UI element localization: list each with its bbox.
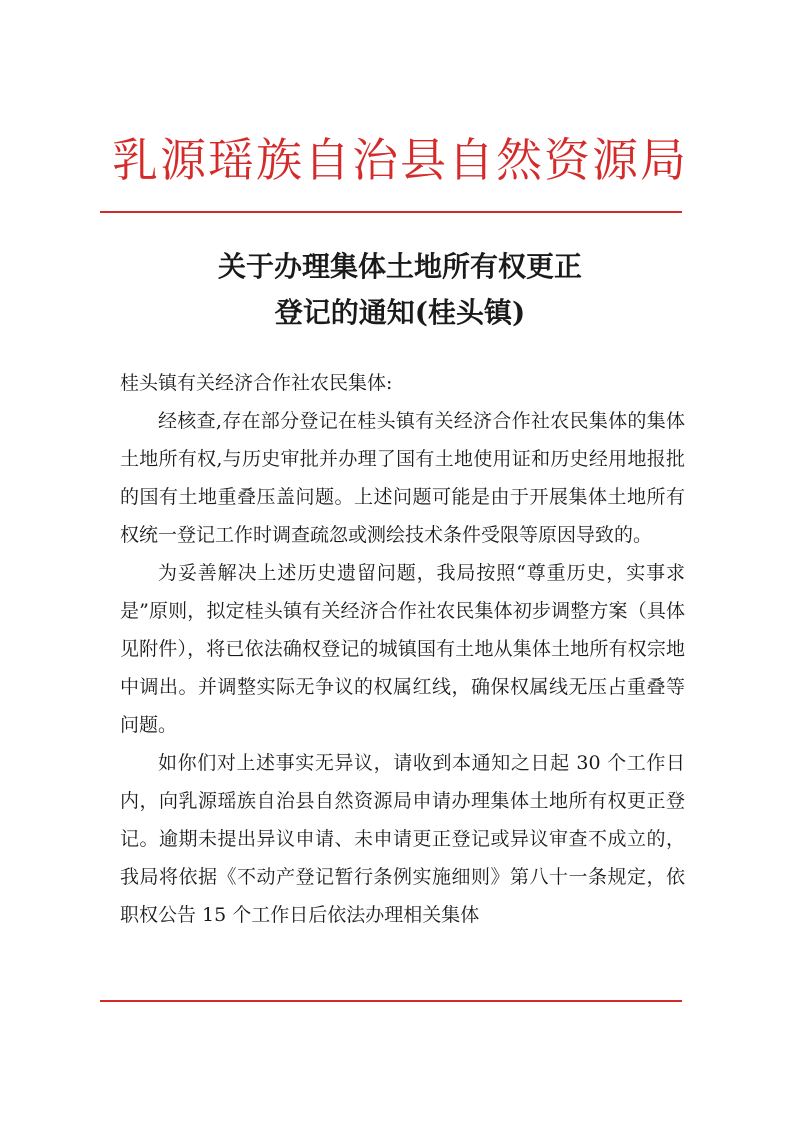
issuing-authority-header: 乳源瑶族自治县自然资源局 xyxy=(112,133,688,187)
body-paragraph-1: 经核查,存在部分登记在桂头镇有关经济合作社农民集体的集体土地所有权,与历史审批并办理了国有土地使用证和历史经用地报批的国有土地重叠压盖问题。上述问题可能是由于开展集体土地所有权统一登记工作时调查疏忽或测绘技术条件受限等原因导致的。 xyxy=(120,410,685,546)
body-paragraph-2: 为妥善解决上述历史遗留问题，我局按照“尊重历史，实事求是”原则，拟定桂头镇有关经济合作社农民集体初步调整方案（具体见附件），将已依法确权登记的城镇国有土地从集体土地所有权宗地中调出。并调整实际无争议的权属红线，确保权属线无压占重叠等问题。 xyxy=(120,562,685,736)
salutation: 桂头镇有关经济合作社农民集体: xyxy=(120,372,393,394)
body-paragraph-3: 如你们对上述事实无异议，请收到本通知之日起 30 个工作日内，向乳源瑶族自治县自然资源局申请办理集体土地所有权更正登记。逾期未提出异议申请、未申请更正登记或异议审查不成立的，我局将依据《不动产登记暂行条例实施细则》第八十一条规定，依职权公告 15 个工作日后依法办理相关集体 xyxy=(120,752,685,926)
document-title-line-2: 登记的通知(桂头镇) xyxy=(274,296,526,329)
footer-divider-line xyxy=(100,1000,682,1002)
document-title-line-1: 关于办理集体土地所有权更正 xyxy=(217,250,582,283)
document-body xyxy=(120,364,685,934)
header-divider-line xyxy=(100,211,682,213)
